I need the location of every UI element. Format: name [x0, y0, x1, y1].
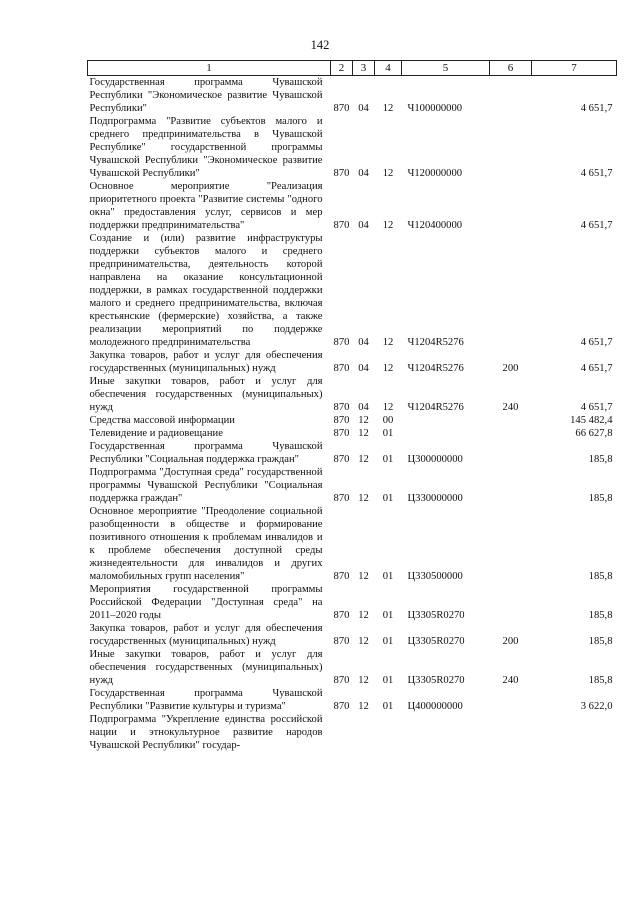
row-ved: 870 [333, 454, 350, 465]
column-header-amount: 7 [532, 61, 617, 76]
row-section: 12 [358, 454, 369, 465]
row-name: Закупка товаров, работ и услуг для обеспечения государственных (муниципальных) нужд [89, 350, 323, 374]
row-target-article: Ч1204R5276 [407, 402, 464, 413]
row-target-article [402, 713, 490, 752]
row-name: Государственная программа Чувашской Республики "Экономическое развитие Чувашской Республики" [89, 77, 323, 114]
row-expense-type [490, 232, 532, 349]
row-name: Средства массовой информации [89, 415, 235, 426]
table-row [88, 440, 617, 466]
row-expense-type [490, 180, 532, 232]
row-ved: 870 [333, 220, 350, 231]
row-target-article: Ц3305R0270 [407, 636, 465, 647]
table-row [88, 115, 617, 180]
table-row [88, 713, 617, 752]
row-target-article [402, 414, 490, 427]
row-section: 12 [358, 610, 369, 621]
row-expense-type [490, 505, 532, 583]
row-amount: 4 651,7 [580, 363, 613, 374]
row-expense-type: 240 [502, 675, 519, 686]
row-amount: 185,8 [588, 493, 613, 504]
table-row [88, 427, 617, 440]
row-amount: 185,8 [588, 454, 613, 465]
row-expense-type [490, 427, 532, 440]
row-amount: 4 651,7 [580, 337, 613, 348]
row-expense-type: 240 [502, 402, 519, 413]
row-subsection: 01 [382, 571, 394, 582]
row-ved: 870 [333, 493, 350, 504]
row-amount: 145 482,4 [570, 415, 613, 426]
table-row [88, 648, 617, 687]
row-ved: 870 [333, 701, 350, 712]
row-amount: 4 651,7 [580, 402, 613, 413]
column-header-subsection: 4 [375, 61, 402, 76]
row-name: Телевидение и радиовещание [89, 428, 223, 439]
table-body [88, 76, 617, 753]
column-header-ved: 2 [331, 61, 353, 76]
row-expense-type: 200 [502, 636, 519, 647]
table-row [88, 180, 617, 232]
row-ved: 870 [333, 402, 350, 413]
row-ved: 870 [333, 571, 350, 582]
row-target-article: Ч120400000 [407, 220, 463, 231]
row-target-article: Ч1204R5276 [407, 363, 464, 374]
row-target-article: Ц3305R0270 [407, 610, 465, 621]
row-section: 04 [358, 337, 369, 348]
row-target-article: Ц330000000 [407, 493, 463, 504]
table-row [88, 76, 617, 116]
row-subsection: 01 [382, 701, 394, 712]
row-name: Создание и (или) развитие инфраструктуры поддержки субъектов малого и среднего предпринимательства, деятельность которой направлена на оказание консультационной поддержки, в рамках государственной поддержки малого и среднего предпринимательства, включая крестьянские (фермерские) хозяйства, а также реализации мероприятий по поддержке молодежного предпринимательства [89, 233, 323, 348]
row-expense-type [490, 583, 532, 622]
row-expense-type [490, 76, 532, 116]
row-name: Государственная программа Чувашской Республики "Социальная поддержка граждан" [89, 441, 323, 465]
row-name: Подпрограмма "Развитие субъектов малого и среднего предпринимательства в Чувашской Республике" государственной программы Чувашской Республики "Экономическое развитие Чувашской Республики" [89, 116, 323, 179]
row-section: 12 [358, 493, 369, 504]
row-ved: 870 [333, 636, 350, 647]
row-subsection: 12 [382, 402, 394, 413]
row-expense-type [490, 687, 532, 713]
row-ved: 870 [333, 428, 350, 439]
row-section: 04 [358, 103, 369, 114]
row-name: Иные закупки товаров, работ и услуг для обеспечения государственных (муниципальных) нужд [89, 376, 323, 413]
budget-table [87, 60, 617, 752]
row-target-article [402, 427, 490, 440]
row-subsection: 01 [382, 454, 394, 465]
row-name: Мероприятия государственной программы Российской Федерации "Доступная среда" на 2011–2020 годы [89, 584, 323, 621]
row-subsection: 12 [382, 337, 394, 348]
row-target-article: Ч120000000 [407, 168, 463, 179]
row-amount: 4 651,7 [580, 168, 613, 179]
row-name: Закупка товаров, работ и услуг для обеспечения государственных (муниципальных) нужд [89, 623, 323, 647]
row-subsection: 00 [382, 415, 394, 426]
row-subsection: 01 [382, 493, 394, 504]
row-section: 12 [358, 415, 369, 426]
row-amount: 185,8 [588, 675, 613, 686]
column-header-name: 1 [88, 61, 331, 76]
row-amount: 3 622,0 [580, 701, 613, 712]
row-name: Государственная программа Чувашской Республики "Развитие культуры и туризма" [89, 688, 323, 712]
row-expense-type [490, 440, 532, 466]
row-ved [331, 713, 353, 752]
row-subsection: 01 [382, 636, 394, 647]
row-target-article: Ц300000000 [407, 454, 463, 465]
row-expense-type [490, 414, 532, 427]
row-target-article: Ц330500000 [407, 571, 463, 582]
row-name: Основное мероприятие "Реализация приоритетного проекта "Развитие системы "одного окна" предоставления услуг, сервисов и мер поддержки предпринимательства" [89, 181, 323, 231]
row-ved: 870 [333, 103, 350, 114]
row-name: Основное мероприятие "Преодоление социальной разобщенности в обществе и формирование позитивного отношения к проблемам инвалидов и к проблеме обеспечения доступной среды жизнедеятельности для инвалидов и других маломобильных групп населения" [89, 506, 323, 582]
table-row [88, 375, 617, 414]
row-subsection: 01 [382, 610, 394, 621]
table-row [88, 622, 617, 648]
row-ved: 870 [333, 337, 350, 348]
row-name: Подпрограмма "Доступная среда" государственной программы Чувашской Республики "Социальная поддержка граждан" [89, 467, 323, 504]
row-target-article: Ч100000000 [407, 103, 463, 114]
table-row [88, 687, 617, 713]
table-header-row [88, 61, 617, 76]
row-amount: 4 651,7 [580, 220, 613, 231]
row-name: Подпрограмма "Укрепление единства российской нации и этнокультурное развитие народов Чувашской Республики" государ- [89, 714, 323, 751]
row-amount: 185,8 [588, 636, 613, 647]
row-subsection [375, 713, 402, 752]
row-name: Иные закупки товаров, работ и услуг для обеспечения государственных (муниципальных) нужд [89, 649, 323, 686]
table-row [88, 583, 617, 622]
column-header-section: 3 [353, 61, 375, 76]
row-target-article: Ц400000000 [407, 701, 463, 712]
row-section: 12 [358, 675, 369, 686]
row-section: 04 [358, 363, 369, 374]
row-expense-type [490, 713, 532, 752]
row-section: 04 [358, 168, 369, 179]
column-header-expense-type: 6 [490, 61, 532, 76]
row-target-article: Ц3305R0270 [407, 675, 465, 686]
table-row [88, 414, 617, 427]
row-expense-type [490, 115, 532, 180]
row-section: 12 [358, 701, 369, 712]
row-section: 12 [358, 571, 369, 582]
row-subsection: 12 [382, 363, 394, 374]
table-row [88, 466, 617, 505]
table-row [88, 505, 617, 583]
row-target-article: Ч1204R5276 [407, 337, 464, 348]
row-ved: 870 [333, 415, 350, 426]
row-section [353, 713, 375, 752]
row-amount: 66 627,8 [575, 428, 613, 439]
column-header-target-article: 5 [402, 61, 490, 76]
row-section: 04 [358, 402, 369, 413]
row-subsection: 12 [382, 220, 394, 231]
row-ved: 870 [333, 675, 350, 686]
table-row [88, 349, 617, 375]
row-section: 12 [358, 428, 369, 439]
row-amount: 4 651,7 [580, 103, 613, 114]
row-ved: 870 [333, 168, 350, 179]
page-number: 142 [310, 38, 330, 52]
row-expense-type [490, 466, 532, 505]
row-subsection: 01 [382, 428, 394, 439]
table-row [88, 232, 617, 349]
row-section: 12 [358, 636, 369, 647]
row-amount: 185,8 [588, 610, 613, 621]
row-subsection: 01 [382, 675, 394, 686]
row-ved: 870 [333, 363, 350, 374]
row-section: 04 [358, 220, 369, 231]
row-amount [532, 713, 617, 752]
row-expense-type: 200 [502, 363, 519, 374]
row-subsection: 12 [382, 103, 394, 114]
row-amount: 185,8 [588, 571, 613, 582]
row-subsection: 12 [382, 168, 394, 179]
row-ved: 870 [333, 610, 350, 621]
